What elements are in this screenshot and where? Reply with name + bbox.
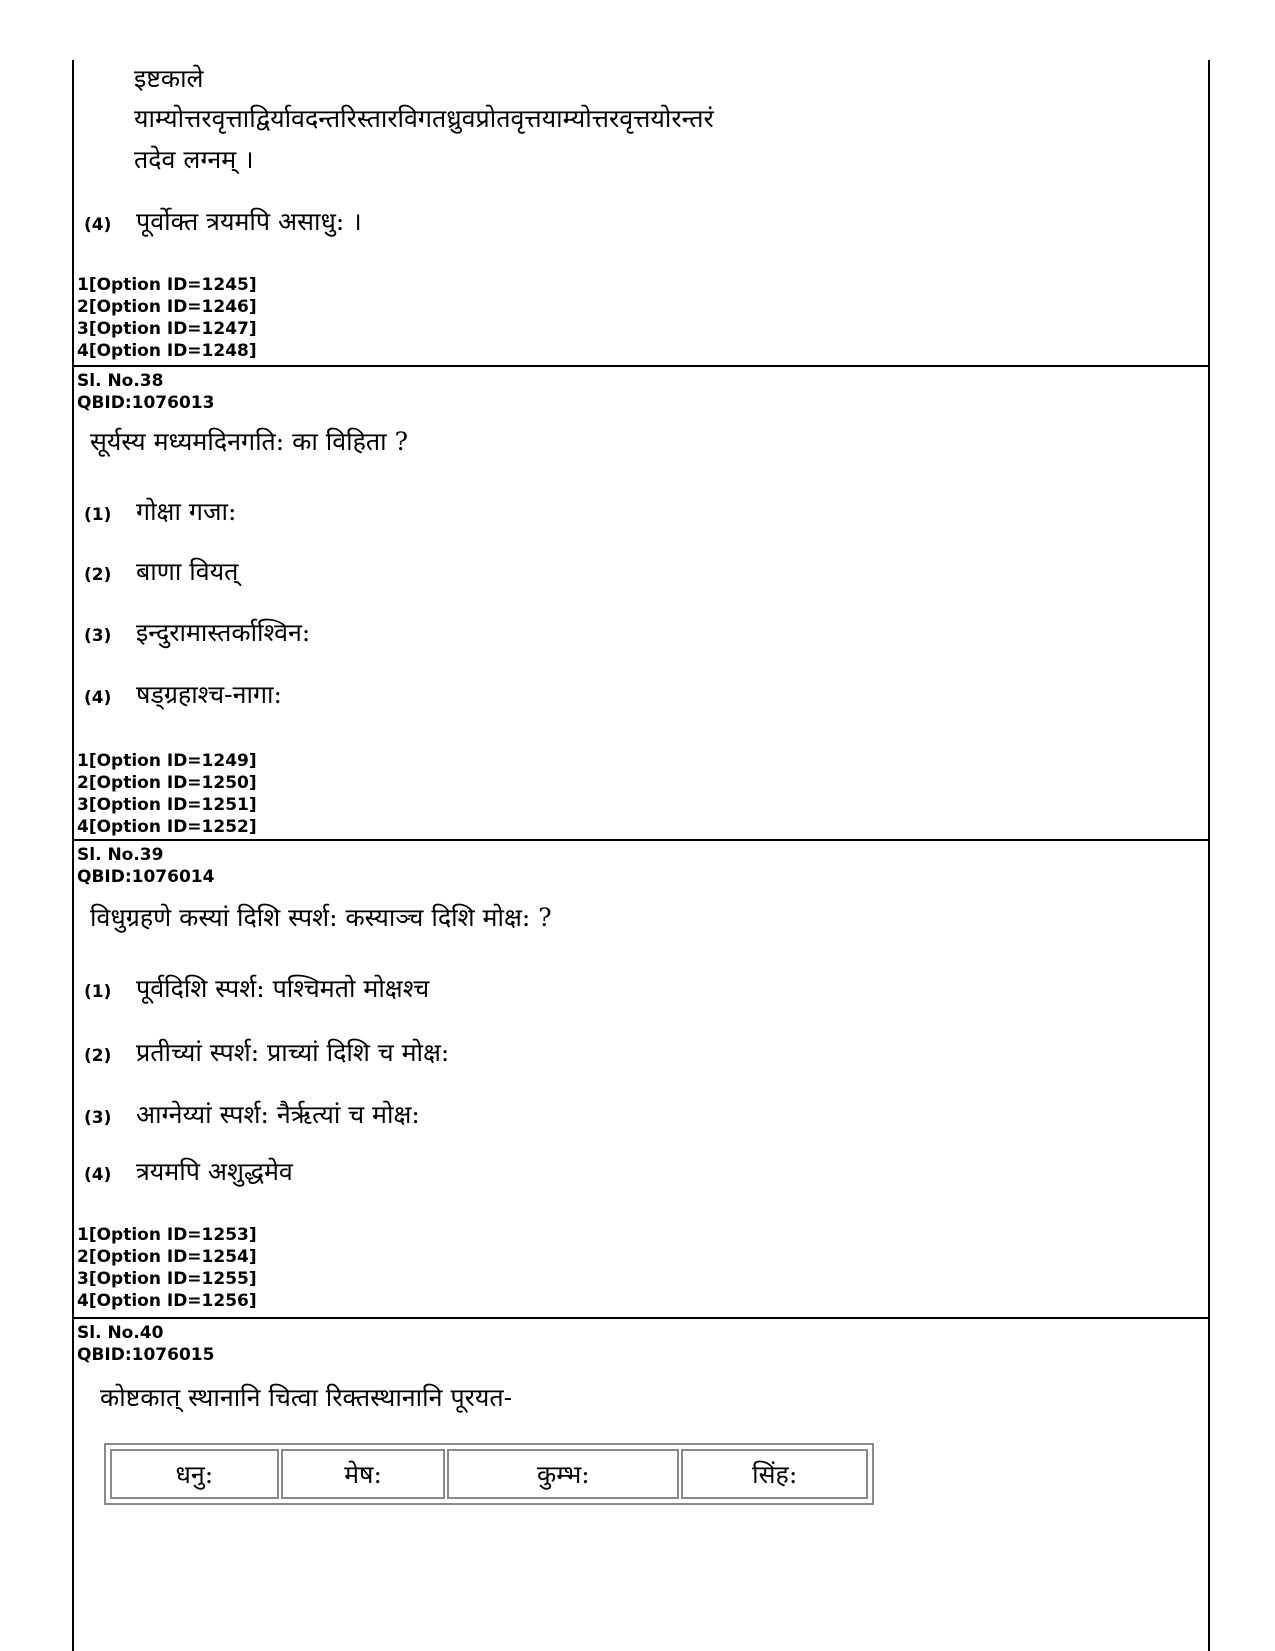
serial-number: Sl. No.40	[77, 1323, 164, 1343]
question-text: विधुग्रहणे कस्यां दिशि स्पर्श: कस्याञ्च दिशि मोक्ष: ?	[90, 903, 552, 932]
page-frame	[72, 60, 1210, 1651]
option-number: (3)	[84, 1108, 112, 1128]
option-text: बाणा वियत्	[136, 557, 239, 586]
option-id: 2[Option ID=1246]	[77, 297, 257, 317]
option-text: पूर्वोक्त त्रयमपि असाधु: ।	[136, 207, 362, 236]
option-number: (3)	[84, 626, 112, 646]
option-id: 1[Option ID=1245]	[77, 275, 257, 295]
continuation-line-1: इष्टकाले	[134, 64, 204, 93]
option-id-list	[77, 750, 257, 838]
option-table-wrap	[74, 1443, 874, 1503]
option-number: (4)	[84, 1165, 112, 1185]
option-id: 4[Option ID=1256]	[77, 1291, 257, 1311]
question-text: कोष्टकात् स्थानानि चित्वा रिक्तस्थानानि पूरयत-	[100, 1383, 513, 1412]
option-id: 1[Option ID=1249]	[77, 751, 257, 771]
option-number: (2)	[84, 565, 112, 585]
qbid: QBID:1076015	[77, 1345, 215, 1365]
option-row[interactable]	[84, 1157, 293, 1187]
option-id: 3[Option ID=1247]	[77, 319, 257, 339]
option-id: 3[Option ID=1255]	[77, 1269, 257, 1289]
option-row[interactable]	[84, 207, 362, 237]
option-text: गोक्षा गजा:	[136, 497, 237, 526]
option-number: (1)	[84, 505, 112, 525]
option-row[interactable]	[84, 497, 236, 527]
option-number: (1)	[84, 982, 112, 1002]
option-id: 2[Option ID=1250]	[77, 773, 257, 793]
option-row[interactable]	[84, 1038, 449, 1068]
option-text: इन्दुरामास्तर्काश्विन:	[136, 618, 311, 647]
option-text: त्रयमपि अशुद्धमेव	[136, 1157, 293, 1186]
serial-number: Sl. No.39	[77, 845, 164, 865]
option-id: 3[Option ID=1251]	[77, 795, 257, 815]
serial-number: Sl. No.38	[77, 371, 164, 391]
option-text: प्रतीच्यां स्पर्श: प्राच्यां दिशि च मोक्ष:	[136, 1038, 450, 1067]
option-row[interactable]	[84, 680, 282, 710]
option-id: 4[Option ID=1248]	[77, 341, 257, 361]
option-row[interactable]	[84, 1100, 420, 1130]
continuation-line-2: याम्योत्तरवृत्ताद्विर्यावदन्तरिस्तारविगतध्रुवप्रोतवृत्तयाम्योत्तरवृत्तयोरन्तरं	[134, 104, 714, 133]
table-cell: कुम्भ:	[447, 1449, 679, 1499]
option-text: पूर्वदिशि स्पर्श: पश्चिमतो मोक्षश्च	[136, 974, 430, 1003]
option-text: षड्ग्रहाश्च-नागा:	[136, 680, 282, 709]
option-table	[104, 1443, 874, 1505]
qbid: QBID:1076014	[77, 867, 215, 887]
option-id-list	[77, 274, 257, 362]
qbid: QBID:1076013	[77, 393, 215, 413]
option-id: 4[Option ID=1252]	[77, 817, 257, 837]
table-cell: धनु:	[110, 1449, 279, 1499]
option-number: (4)	[84, 688, 112, 708]
continuation-line-3: तदेव लग्नम् ।	[134, 145, 254, 174]
table-cell: मेष:	[281, 1449, 446, 1499]
option-id: 1[Option ID=1253]	[77, 1225, 257, 1245]
option-text: आग्नेय्यां स्पर्श: नैर्ऋत्यां च मोक्ष:	[136, 1100, 420, 1129]
option-row[interactable]	[84, 974, 429, 1004]
question-text: सूर्यस्य मध्यमदिनगति: का विहिता ?	[90, 427, 408, 456]
divider	[74, 839, 1208, 841]
option-id-list	[77, 1224, 257, 1312]
option-id: 2[Option ID=1254]	[77, 1247, 257, 1267]
option-row[interactable]	[84, 618, 310, 648]
option-number: (2)	[84, 1046, 112, 1066]
divider	[74, 1317, 1208, 1319]
option-number: (4)	[84, 215, 112, 235]
option-row[interactable]	[84, 557, 238, 587]
divider	[74, 365, 1208, 367]
table-cell: सिंह:	[681, 1449, 868, 1499]
